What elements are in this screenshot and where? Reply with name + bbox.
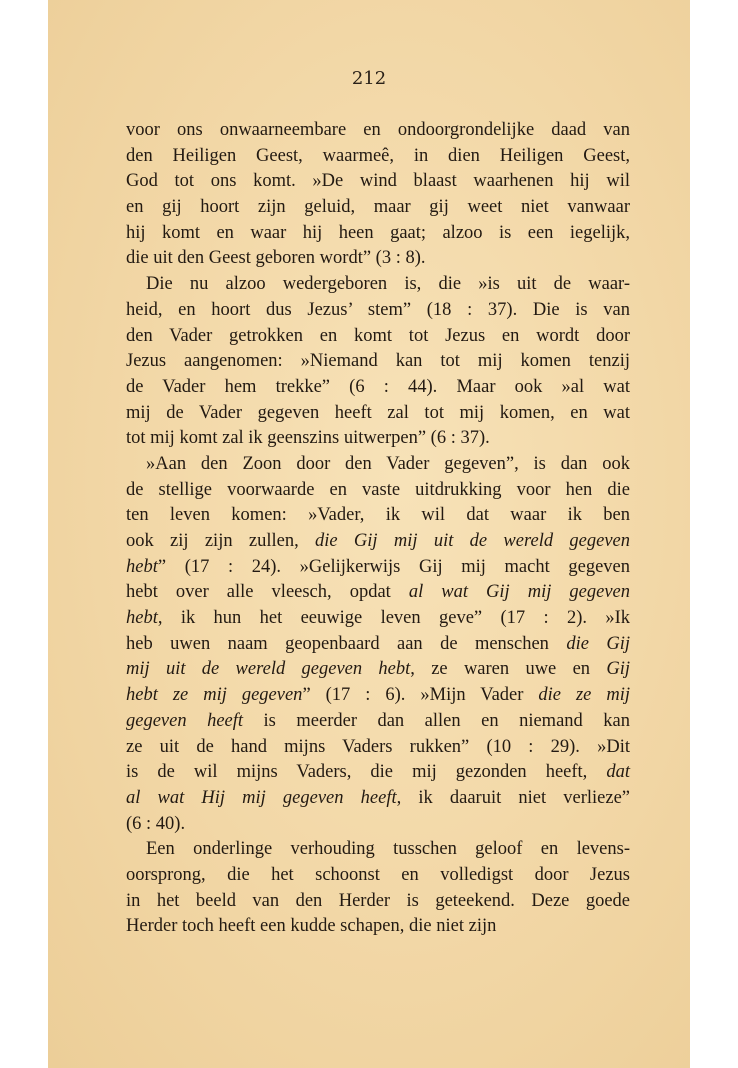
text-segment: is de wil mijns Vaders, die mij gezonden heeft, [126,762,607,783]
text-segment: mij de Vader gegeven heeft zal tot mij komen, en wat [126,402,630,423]
text-line [126,298,630,324]
text-segment: den Heiligen Geest, waarmeê, in dien Heiligen Geest, [126,145,630,166]
text-segment: God tot ons komt. »De wind blaast waarhenen hij wil [126,171,630,192]
text-segment: die uit den Geest geboren wordt” (3 : 8). [126,248,426,269]
italic-text: hebt ze mij gegeven [126,685,303,706]
text-line [126,401,630,427]
text-line [126,452,630,478]
text-segment: ten leven komen: »Vader, ik wil dat waar ik ben [126,505,630,526]
text-line [126,324,630,350]
italic-text: die ze mij [538,685,630,706]
text-line [126,889,630,915]
text-segment: hebt over alle vleesch, opdat [126,582,409,603]
book-page [48,0,690,1068]
italic-text: mij uit de wereld gegeven hebt [126,659,411,680]
text-line [126,812,630,838]
text-segment: , ik hun het eeuwige leven geve” (17 : 2). »Ik [157,608,630,629]
text-segment: ook zij zijn zullen, [126,531,316,551]
text-line [126,349,630,375]
text-segment: (6 : 40). [126,813,186,834]
text-segment: hij komt en waar hij heen gaat; alzoo is een iegelijk, [126,222,630,243]
text-segment: heid, en hoort dus Jezus’ stem” (18 : 37). Die is van [126,299,630,320]
italic-text: al wat Hij mij gegeven heeft [126,787,397,808]
italic-text: gegeven heeft [126,710,244,731]
body-text [126,118,630,940]
text-segment: is meerder dan allen en niemand kan [243,710,630,731]
text-line [126,657,630,683]
text-segment: voor ons onwaarneembare en ondoorgrondelijke daad van [126,120,630,140]
text-line [126,169,630,195]
italic-text: Gij [606,659,630,680]
text-segment: de stellige voorwaarde en vaste uitdrukking voor hen die [126,479,630,500]
text-segment: »Aan den Zoon door den Vader gegeven”, is dan ook [146,453,630,474]
italic-text: die Gij [566,633,630,654]
text-line [126,760,630,786]
text-line [126,683,630,709]
text-line [126,375,630,401]
text-segment: in het beeld van den Herder is geteekend. Deze goede [126,890,630,911]
text-line [126,478,630,504]
text-segment: heb uwen naam geopenbaard aan de menschen [126,633,567,654]
text-segment: en gij hoort zijn geluid, maar gij weet niet vanwaar [126,197,630,218]
text-line [126,426,630,452]
text-segment: den Vader getrokken en komt tot Jezus en wordt door [126,325,630,346]
text-line [126,786,630,812]
text-line [126,735,630,761]
page-number: 212 [351,68,387,89]
italic-text: dat [606,762,630,783]
text-segment: , ze waren uwe en [410,659,607,680]
text-line [126,837,630,863]
text-line [126,246,630,272]
text-line [126,272,630,298]
text-line [126,914,630,940]
italic-text: hebt [126,608,158,629]
text-segment: ze uit de hand mijns Vaders rukken” (10 : 29). »Dit [126,736,630,757]
text-line [126,555,630,581]
text-segment: ” (17 : 24). »Gelijkerwijs Gij mij macht gegeven [157,556,630,577]
text-segment: de Vader hem trekke” (6 : 44). Maar ook »al wat [126,376,630,397]
text-line [126,632,630,658]
text-line [126,863,630,889]
text-line [126,580,630,606]
text-segment: oorsprong, die het schoonst en volledigst door Jezus [126,864,630,885]
italic-text: die Gij mij uit de wereld gegeven [315,531,630,551]
text-line [126,221,630,247]
text-segment: Die nu alzoo wedergeboren is, die »is uit de waar- [146,274,630,295]
text-segment: Een onderlinge verhouding tusschen geloof en levens- [146,839,630,860]
text-line [126,529,630,555]
text-line [126,144,630,170]
text-segment: Jezus aangenomen: »Niemand kan tot mij komen tenzij [126,351,630,372]
text-segment: tot mij komt zal ik geenszins uitwerpen” (6 : 37). [126,428,490,449]
text-segment: ” (17 : 6). »Mijn Vader [302,685,539,706]
text-segment: Herder toch heeft een kudde schapen, die niet zijn [126,916,497,937]
text-line [126,195,630,221]
text-line [126,503,630,529]
text-line [126,606,630,632]
italic-text: hebt [126,556,158,577]
text-line [126,118,630,144]
text-segment: , ik daaruit niet verlieze” [396,787,630,808]
italic-text: al wat Gij mij gegeven [408,582,631,603]
text-line [126,709,630,735]
